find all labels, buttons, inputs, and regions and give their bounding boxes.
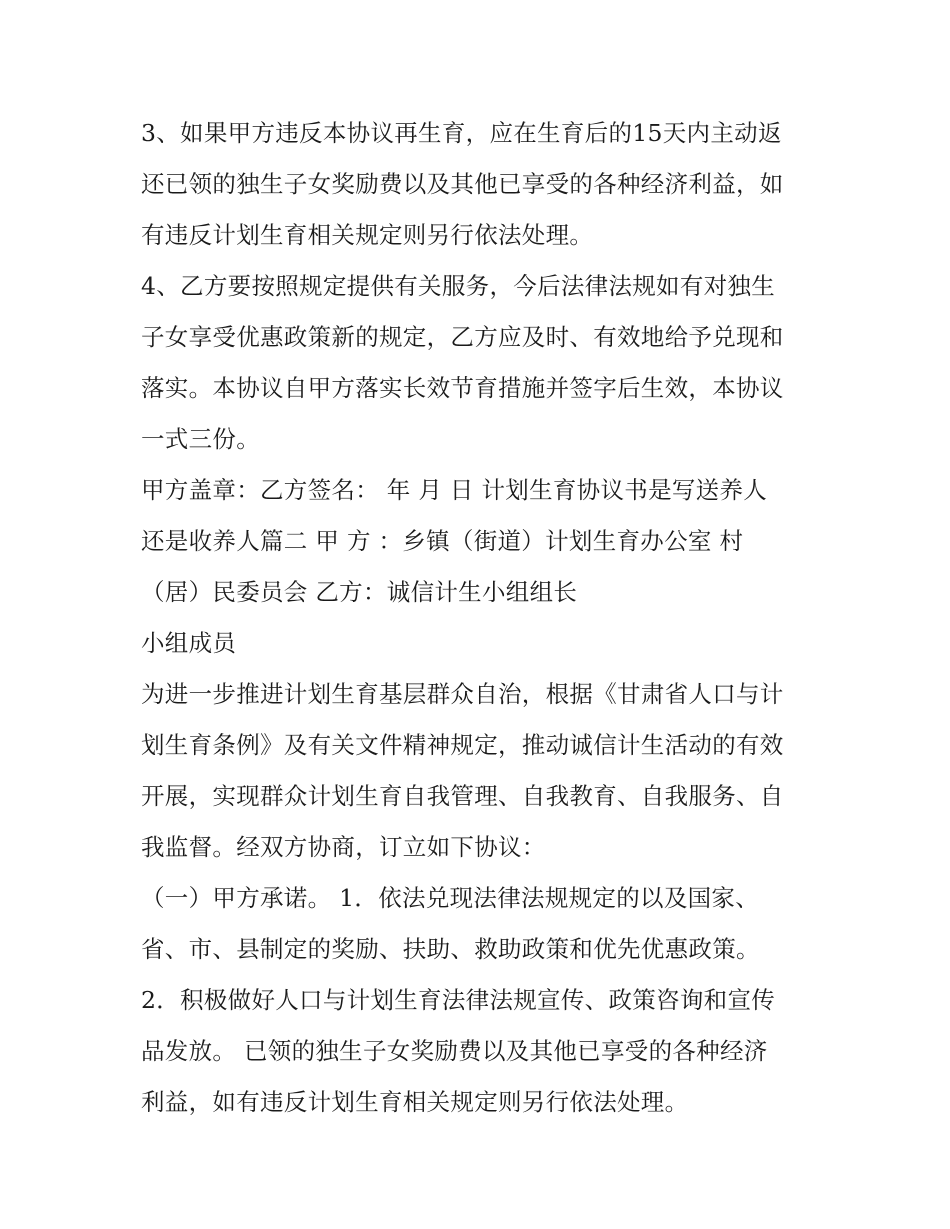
text-line: 4、乙方要按照规定提供有关服务，今后法律法规如有对独生 [141,272,776,300]
text-line: （一）甲方承诺。 1．依法兑现法律法规规定的以及国家、 [141,884,760,912]
text-line: 为进一步推进计划生育基层群众自治，根据《甘肃省人口与计 [141,680,784,708]
text-line: 品发放。 已领的独生子女奖励费以及其他已享受的各种经济 [141,1037,768,1065]
text-line: 子女享受优惠政策新的规定，乙方应及时、有效地给予兑现和 [141,323,784,351]
text-line: 有违反计划生育相关规定则另行依法处理。 [141,221,594,249]
text-line: 划生育条例》及有关文件精神规定，推动诚信计生活动的有效 [141,731,784,759]
text-line: 2．积极做好人口与计划生育法律法规宣传、政策咨询和宣传 [141,986,776,1014]
text-line: 还已领的独生子女奖励费以及其他已享受的各种经济利益，如 [141,170,784,198]
text-line: 利益，如有违反计划生育相关规定则另行依法处理。 [141,1088,689,1116]
text-line: 落实。本协议自甲方落实长效节育措施并签字后生效，本协议 [141,374,784,402]
document-body [141,108,821,1128]
text-line: 小组成员 [141,629,237,657]
text-line: （居）民委员会 乙方：诚信计生小组组长 [141,578,578,606]
text-line: 一式三份。 [141,425,260,453]
text-line: 省、市、县制定的奖励、扶助、救助政策和优先优惠政策。 [141,935,760,963]
text-line: 甲方盖章：乙方签名： 年 月 日 计划生育协议书是写送养人 [141,476,768,504]
text-line: 3、如果甲方违反本协议再生育，应在生育后的15天内主动返 [141,119,782,147]
text-line: 还是收养人篇二 甲 方 ：乡镇（街道）计划生育办公室 村 [141,527,744,555]
text-line: 开展，实现群众计划生育自我管理、自我教育、自我服务、自 [141,782,784,810]
text-line: 我监督。经双方协商，订立如下协议： [141,833,546,861]
